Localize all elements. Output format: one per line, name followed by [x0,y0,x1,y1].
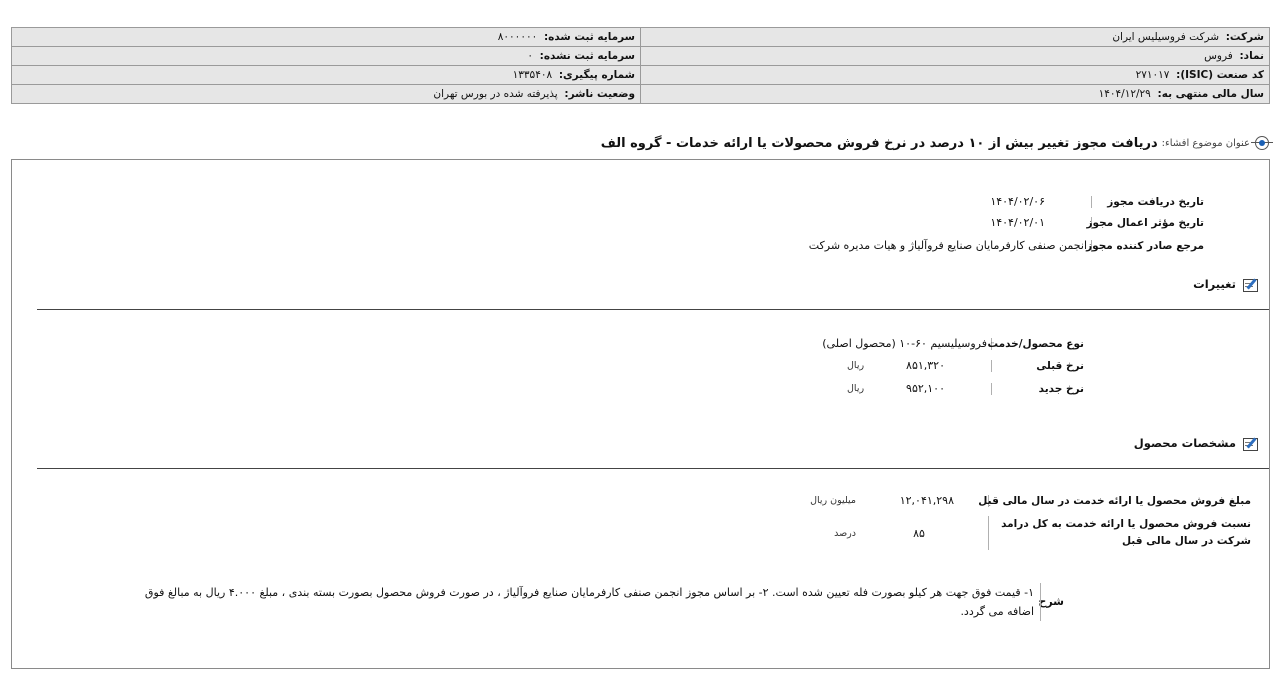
sales-ratio-label-line1: نسبت فروش محصول یا ارائه خدمت به کل درامد [1001,518,1251,530]
company-value: شرکت فروسیلیس ایران [1112,31,1220,43]
company-label: شرکت: [1225,31,1264,43]
info-row [12,85,1270,104]
changes-heading [1193,276,1260,292]
title-prefix: عنوان موضوع افشاء: [1161,137,1250,149]
edit-note-icon [1242,276,1260,292]
unregistered-capital-cell [12,47,641,66]
symbol-label: نماد: [1239,50,1264,62]
industry-code-value: ۲۷۱۰۱۷ [1135,69,1170,81]
industry-code-cell [641,66,1270,85]
sales-ratio [834,516,1251,550]
sales-amount-unit: میلیون ریال [810,495,856,506]
new-rate-value: ۹۵۲,۱۰۰ [906,382,945,395]
description-label: شرح [1038,595,1064,608]
unregistered-capital-label: سرمایه ثبت نشده: [539,50,635,62]
tracking-value: ۱۳۳۵۴۰۸ [512,69,553,81]
product-type-value: فروسیلیسیم ۶۰-۱۰ (محصول اصلی) [822,337,987,350]
product-specs-heading-text: مشخصات محصول [1133,436,1236,450]
permit-effective-date [990,216,1204,229]
tracking-cell [12,66,641,85]
effective-date-label: تاریخ مؤثر اعمال مجوز [1086,216,1204,229]
sales-amount-value: ۱۲,۰۴۱,۲۹۸ [899,494,954,507]
info-row [12,66,1270,85]
publisher-status-value: پذیرفته شده در بورس تهران [433,88,558,100]
symbol-cell [641,47,1270,66]
new-rate-unit: ریال [847,383,865,394]
issuer-label: مرجع صادر کننده مجوز [1086,239,1204,252]
fiscal-year-cell [641,85,1270,104]
description-line: ۱- قیمت فوق جهت هر کیلو بصورت فله تعیین شده است. ۲- بر اساس مجوز انجمن صنفی کارفرمایان صنایع فروآلیاژ ، در صورت فروش محصول بصورت بسته بندی ، مبلغ ۴.۰۰۰ ریال به مبالغ فوق [144,586,1034,599]
registered-capital-label: سرمایه ثبت شده: [543,31,635,43]
section-divider [37,468,1269,469]
info-row [12,47,1270,66]
new-rate [847,382,1084,395]
previous-rate [847,359,1084,372]
previous-rate-label: نرخ قبلی [991,360,1084,372]
fiscal-year-value: ۱۴۰۴/۱۲/۲۹ [1098,88,1151,100]
permit-issuer [809,239,1204,252]
publisher-status-label: وضعیت ناشر: [564,88,635,100]
sales-ratio-value: ۸۵ [913,526,925,540]
changes-heading-text: تغییرات [1193,277,1236,291]
sales-ratio-label-line2: شرکت در سال مالی قبل [1121,535,1251,547]
company-cell [641,28,1270,47]
registered-capital-value: ۸۰۰۰۰۰۰ [497,31,538,43]
company-info-table [11,27,1270,104]
section-divider [37,309,1269,310]
issuer-value: انجمن صنفی کارفرمایان صنایع فروآلیاژ و هیات مدیره شرکت [808,239,1087,252]
sales-amount [810,494,1251,507]
sales-ratio-unit: درصد [834,527,856,539]
industry-code-label: کد صنعت (ISIC): [1176,69,1264,81]
previous-rate-unit: ریال [847,360,865,371]
title-text: دریافت مجوز تغییر بیش از ۱۰ درصد در نرخ فروش محصولات یا ارائه خدمات - گروه الف [600,135,1158,151]
disclosure-title [601,134,1270,152]
info-row [12,28,1270,47]
publisher-status-cell [12,85,641,104]
description-text [24,583,1041,621]
disclosure-content [11,159,1270,669]
tracking-label: شماره پیگیری: [558,69,635,81]
permit-received-date [990,195,1204,208]
new-rate-label: نرخ جدید [991,383,1084,395]
effective-date-value: ۱۴۰۴/۰۲/۰۱ [990,216,1045,229]
edit-note-icon [1242,435,1260,451]
sales-amount-label: مبلغ فروش محصول یا ارائه خدمت در سال مالی قبل [978,494,1251,507]
target-icon [1254,135,1270,151]
symbol-value: فروس [1204,50,1233,62]
registered-capital-cell [12,28,641,47]
product-type [822,337,1084,350]
received-date-value: ۱۴۰۴/۰۲/۰۶ [990,195,1045,208]
sales-ratio-label [988,516,1251,550]
unregistered-capital-value: ۰ [527,50,533,62]
product-type-label: نوع محصول/خدمت [987,337,1084,350]
product-specs-heading [1134,435,1260,451]
received-date-label: تاریخ دریافت مجوز [1091,196,1204,208]
previous-rate-value: ۸۵۱,۳۲۰ [906,359,945,372]
fiscal-year-label: سال مالی منتهی به: [1157,88,1264,100]
description-line: اضافه می گردد. [960,605,1034,618]
